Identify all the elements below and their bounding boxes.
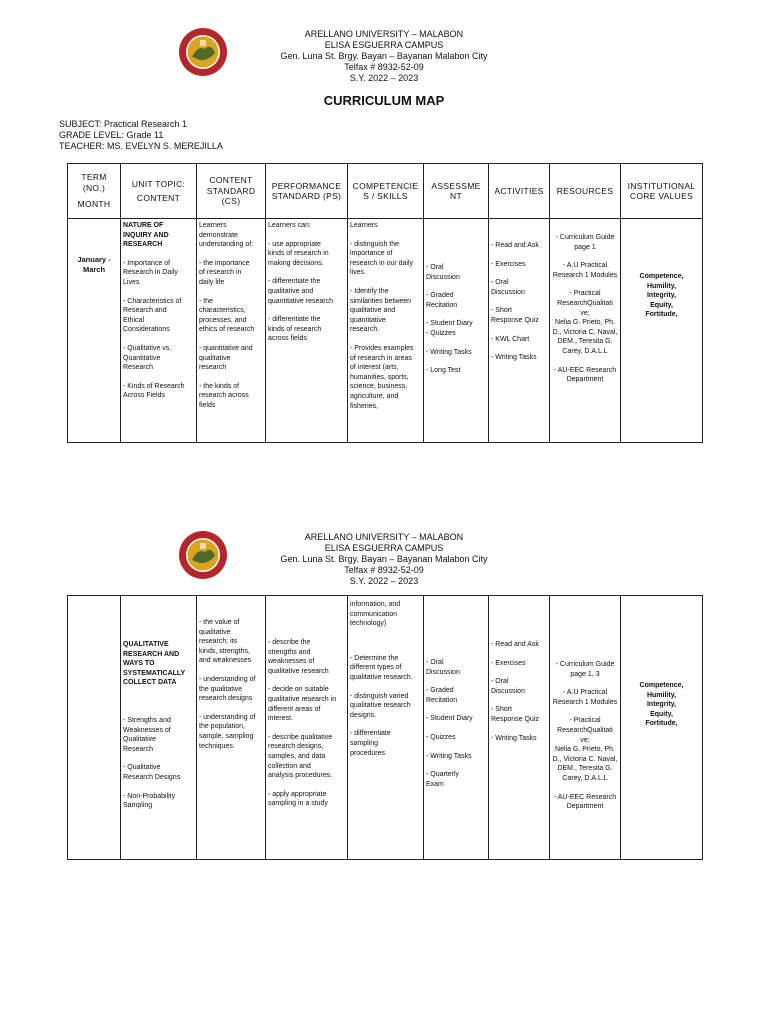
cell-content-standard: Learners demonstrate understanding of: - the importance of research in daily life - the characteristics, processes, and ethics of research - quantitative and qualitative research - the kinds of research across fields — [197, 219, 266, 443]
school-name: ARELLANO UNIVERSITY – MALABON — [304, 29, 464, 39]
cell-term: January - March — [68, 219, 121, 443]
cell-core-values: Competence, Humility, Integrity, Equity, Fortitude, — [621, 596, 703, 860]
campus-name: ELISA ESGUERRA CAMPUS — [324, 543, 444, 553]
school-year: S.Y. 2022 – 2023 — [349, 73, 419, 83]
subject-line: SUBJECT: Practical Research 1 — [59, 119, 188, 129]
header-core-values: INSTITUTIONAL CORE VALUES — [621, 164, 703, 219]
cell-unit-topic: NATURE OF INQUIRY AND RESEARCH - Importance of Research in Daily Lives - Characteristics of Research and Ethical Considerations - Qualitative vs. Quantitative Research - Kinds of Research Across Fields — [121, 219, 197, 443]
cell-activities: - Read and Ask - Exercises - Oral Discussion - Short Response Quiz - KWL Chart - Writing Tasks — [489, 219, 550, 443]
course-meta — [59, 119, 223, 152]
campus-name: ELISA ESGUERRA CAMPUS — [324, 40, 444, 50]
cell-unit-topic: QUALITATIVE RESEARCH AND WAYS TO SYSTEMATICALLY COLLECT DATA - Strengths and Weaknesses of Qualitative Research - Qualitative Research Designs - Non-Probability Sampling — [121, 596, 197, 860]
school-name: ARELLANO UNIVERSITY – MALABON — [304, 532, 464, 542]
school-telfax: Telfax # 8932-52-09 — [344, 565, 424, 575]
cell-resources: - Curriculum Guide page 1, 3 - A.U Practical Research 1 Modules - Practical ResearchQualitati ve; Nelia G. Prieto, Ph. D., Victoria C. Naval, DEM., Teresita G. Carey, D.A.L.L - AU-EEC Research Department — [550, 596, 621, 860]
cell-assessment: - Oral Discussion - Graded Recitation - Student Diary - Quizzes - Writing Tasks - Long Test — [424, 219, 489, 443]
cell-competencies: Learners - distinguish the importance of research in our daily lives. - Identify the similarities between qualitative and quantitative research. - Provides examples of research in areas of interest (arts, humanities, sports, science, business, agriculture, and fisheries, — [348, 219, 424, 443]
cell-performance-standard: - describe the strengths and weaknesses of qualitative research - decide on suitable qualitative research in different areas of interest. - describe qualitative research designs, samples, and data collection and analysis procedures. - apply appropriate sampling in a study — [266, 596, 348, 860]
school-header — [0, 29, 768, 84]
school-year: S.Y. 2022 – 2023 — [349, 576, 419, 586]
school-address: Gen. Luna St. Brgy. Bayan – Bayanan Malabon City — [280, 51, 488, 61]
school-header-page-2 — [0, 532, 768, 587]
school-address: Gen. Luna St. Brgy. Bayan – Bayanan Malabon City — [280, 554, 488, 564]
header-assessment: ASSESSME NT — [424, 164, 489, 219]
cell-resources: - Curriculum Guide page 1 - A.U Practical Research 1 Modules - Practical ResearchQualitati ve; Nelia G. Prieto, Ph. D., Victoria C. Naval, DEM., Teresita G. Carey, D.A.L.L - AU-EEC Research Department — [550, 219, 621, 443]
header-unit-topic: UNIT TOPIC: CONTENT — [121, 164, 197, 219]
cell-content-standard: - the value of qualitative research; its kinds, strengths, and weaknesses - understanding of the qualitative research designs - understanding of the population, sample, sampling techniques. — [197, 596, 266, 860]
cell-term — [68, 596, 121, 860]
cell-competencies: information, and communication technology) - Determine the different types of qualitative research. - distinguish varied qualitative research designs. - differentiate sampling procedures — [348, 596, 424, 860]
header-resources: RESOURCES — [550, 164, 621, 219]
cell-assessment: - Oral Discussion - Graded Recitation - Student Diary - Quizzes - Writing Tasks - Quarterly Exam — [424, 596, 489, 860]
header-term: TERM (NO.) MONTH — [68, 164, 121, 219]
curriculum-table-page-2 — [67, 595, 703, 860]
header-competencies: COMPETENCIE S / SKILLS — [348, 164, 424, 219]
cell-performance-standard: Learners can: - use appropriate kinds of research in making decisions. - differentiate the qualitative and quantitative research - differentiate the kinds of research across fields — [266, 219, 348, 443]
header-performance-standard: PERFORMANCE STANDARD (PS) — [266, 164, 348, 219]
cell-core-values: Competence, Humility, Integrity, Equity, Fortitude, — [621, 219, 703, 443]
header-activities: ACTIVITIES — [489, 164, 550, 219]
grade-line: GRADE LEVEL: Grade 11 — [59, 130, 164, 140]
header-content-standard: CONTENT STANDARD (CS) — [197, 164, 266, 219]
document-title: CURRICULUM MAP — [323, 93, 445, 108]
teacher-line: TEACHER: MS. EVELYN S. MEREJILLA — [59, 141, 223, 151]
cell-activities: - Read and Ask - Exercises - Oral Discussion - Short Response Quiz - Writing Tasks — [489, 596, 550, 860]
school-telfax: Telfax # 8932-52-09 — [344, 62, 424, 72]
curriculum-table-page-1 — [67, 163, 703, 443]
